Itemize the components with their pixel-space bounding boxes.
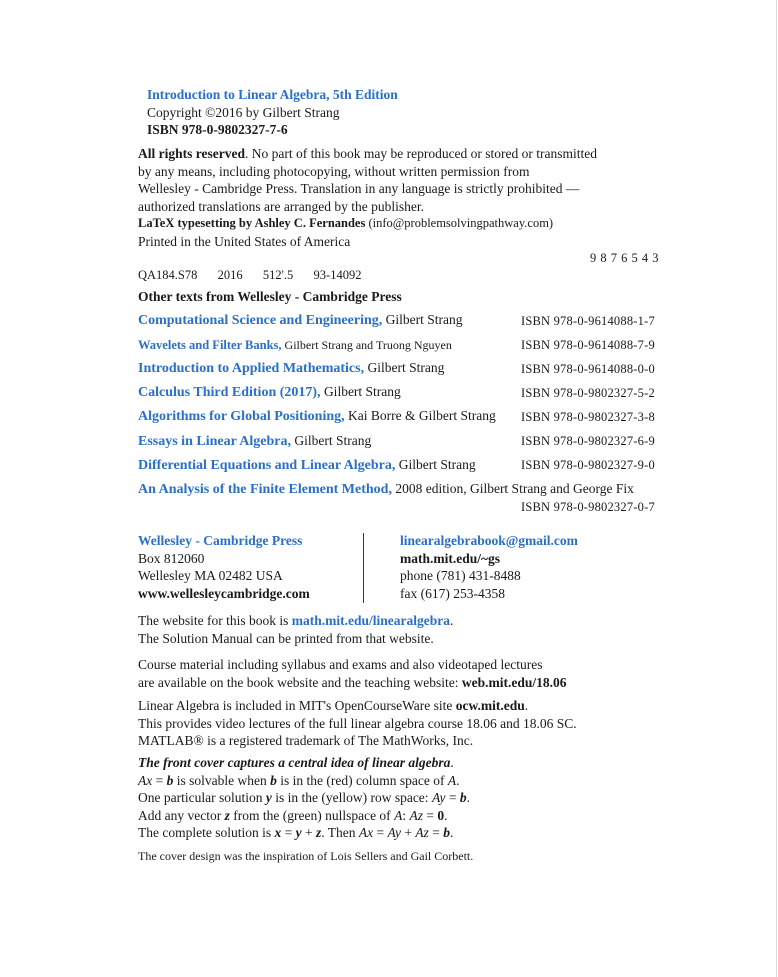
math-eq: =	[373, 825, 388, 840]
catalog-line	[138, 267, 361, 285]
matlab-trademark: MATLAB® is a registered trademark of The MathWorks, Inc.	[138, 733, 474, 748]
typesetting-line	[138, 215, 698, 233]
math-ax: Ax	[358, 825, 374, 840]
book-title-link[interactable]: Wavelets and Filter Banks,	[138, 338, 282, 352]
book-author: Gilbert Strang	[291, 433, 372, 448]
math-ay: Ay	[387, 825, 401, 840]
isbn-line: ISBN 978-0-9802327-7-6	[147, 122, 288, 137]
rights-line3: Wellesley - Cambridge Press. Translation in any language is strictly prohibited —	[138, 181, 580, 196]
math-plus: +	[401, 825, 416, 840]
math-ax: Ax	[138, 772, 153, 788]
publisher-box: Box 812060	[138, 550, 205, 566]
teaching-website-link[interactable]: web.mit.edu/18.06	[461, 674, 567, 690]
math-y: y	[295, 825, 302, 840]
math-ay: Ay	[431, 790, 446, 805]
course-line1: Course material including syllabus and exams and also videotaped lectures	[138, 657, 543, 672]
ocw-note	[138, 697, 577, 750]
rights-line1: . No part of this book may be reproduced or stored or transmitted	[244, 146, 598, 161]
math-b: b	[443, 825, 450, 840]
math-a: A	[447, 772, 457, 788]
printed-line: Printed in the United States of America	[138, 233, 351, 249]
cover-text: .	[466, 790, 470, 805]
cover-text: .	[450, 825, 454, 840]
book-website-link[interactable]: math.mit.edu/linearalgebra	[291, 613, 450, 628]
math-eq: =	[428, 825, 444, 840]
rights-paragraph	[138, 145, 698, 250]
book-author: Gilbert Strang	[364, 360, 445, 375]
cover-note	[138, 754, 470, 842]
book-author: Gilbert Strang and Truong Nguyen	[281, 338, 452, 352]
print-numbers: 9 8 7 6 5 4 3	[590, 251, 659, 265]
book-title-link[interactable]: An Analysis of the Finite Element Method,	[138, 482, 392, 497]
book-row	[138, 336, 452, 355]
contact-fax: fax (617) 253-4358	[400, 585, 505, 601]
cover-text: Add any vector	[138, 807, 225, 823]
catalog-year: 2016	[217, 268, 243, 282]
cover-text: The complete solution is	[138, 825, 275, 840]
math-zero: 0	[437, 807, 445, 823]
ocw-line2: This provides video lectures of the full linear algebra course 18.06 and 18.06 SC.	[138, 715, 577, 731]
rights-line4: authorized translations are arranged by the publisher.	[138, 198, 425, 214]
cover-text: . Then	[321, 825, 359, 840]
book-row	[138, 359, 444, 378]
lccn: 93-14092	[313, 268, 362, 282]
math-eq: =	[281, 825, 296, 840]
ocw-line1: Linear Algebra is included in MIT's OpenCourseWare site	[138, 698, 456, 713]
cover-line2	[138, 789, 470, 807]
cover-heading: The front cover captures a central idea of linear algebra	[138, 755, 451, 770]
book-isbn: ISBN 978-0-9802327-0-7	[521, 500, 655, 514]
book-isbn: ISBN 978-0-9614088-7-9	[521, 338, 655, 352]
page-edge	[776, 0, 777, 977]
book-title-link[interactable]: Calculus Third Edition (2017),	[138, 385, 321, 400]
math-y: y	[265, 790, 272, 805]
rights-line2: by any means, including photocopying, without written permission from	[138, 163, 530, 179]
book-title-link[interactable]: Algorithms for Global Positioning,	[138, 409, 345, 424]
publisher-website[interactable]: www.wellesleycambridge.com	[138, 585, 310, 601]
website-note-period: .	[449, 613, 454, 628]
cover-text: :	[402, 807, 410, 823]
cover-text: .	[456, 772, 460, 788]
math-eq: =	[445, 790, 460, 805]
ocw-period: .	[524, 698, 529, 713]
book-isbn: ISBN 978-0-9614088-1-7	[521, 314, 655, 328]
book-author: 2008 edition, Gilbert Strang and George Fix	[391, 481, 634, 496]
publisher-name[interactable]: Wellesley - Cambridge Press	[138, 533, 303, 548]
math-a: A	[394, 807, 403, 823]
latex-logo: LaTeX	[138, 216, 175, 230]
cover-text: from the (green) nullspace of	[229, 807, 395, 823]
math-b: b	[270, 772, 277, 788]
book-isbn: ISBN 978-0-9802327-6-9	[521, 434, 655, 448]
course-line2: are available on the book website and the teaching website:	[138, 674, 462, 690]
cover-design-credit: The cover design was the inspiration of Lois Sellers and Gail Corbett.	[138, 849, 474, 863]
copyright-line: Copyright ©2016 by Gilbert Strang	[147, 104, 340, 120]
math-az: Az	[409, 807, 423, 823]
cover-line3	[138, 807, 470, 825]
cover-text: is solvable when	[173, 772, 271, 788]
cover-line1	[138, 772, 470, 790]
book-author: Gilbert Strang	[382, 312, 463, 327]
typesetter: typesetting by Ashley C. Fernandes	[174, 216, 366, 230]
dewey-number: 512'.5	[262, 268, 294, 282]
website-note	[138, 612, 453, 647]
math-z: z	[315, 825, 322, 840]
book-row	[138, 480, 634, 499]
cover-line4	[138, 824, 470, 842]
book-title-link[interactable]: Differential Equations and Linear Algebra,	[138, 458, 396, 473]
math-eq: =	[152, 772, 167, 788]
book-isbn: ISBN 978-0-9802327-9-0	[521, 458, 655, 472]
book-isbn: ISBN 978-0-9802327-3-8	[521, 410, 655, 424]
contact-url[interactable]: math.mit.edu/~gs	[400, 550, 501, 566]
solution-manual-line: The Solution Manual can be printed from that website.	[138, 630, 434, 646]
cover-heading-period: .	[450, 755, 454, 770]
cover-text: is in the (yellow) row space:	[271, 790, 432, 805]
book-row	[138, 432, 371, 451]
contact-right	[400, 532, 578, 602]
typesetter-email: (info@problemsolvingpathway.com)	[365, 216, 554, 230]
publisher-city: Wellesley MA 02482 USA	[138, 568, 283, 583]
cover-text: One particular solution	[138, 790, 266, 805]
book-row	[138, 456, 476, 475]
math-z: z	[224, 807, 230, 823]
rights-bold: All rights reserved	[138, 146, 245, 161]
website-note-text: The website for this book is	[138, 613, 292, 628]
book-isbn: ISBN 978-0-9614088-0-0	[521, 362, 655, 376]
other-texts-heading: Other texts from Wellesley - Cambridge Press	[138, 289, 402, 304]
book-author: Gilbert Strang	[395, 457, 476, 472]
math-b: b	[459, 790, 467, 805]
contact-email[interactable]: linearalgebrabook@gmail.com	[400, 533, 578, 548]
book-title-link[interactable]: Introduction to Applied Mathematics,	[138, 361, 365, 376]
book-isbn: ISBN 978-0-9802327-5-2	[521, 386, 655, 400]
math-b: b	[166, 772, 174, 788]
math-eq: =	[422, 807, 438, 823]
cover-text: is in the (red) column space of	[276, 772, 448, 788]
contact-phone: phone (781) 431-8488	[400, 568, 521, 583]
math-az: Az	[415, 825, 429, 840]
contact-divider	[363, 533, 364, 603]
book-author: Kai Borre & Gilbert Strang	[344, 408, 496, 423]
cover-text: .	[444, 807, 448, 823]
call-number: QA184.S78	[138, 268, 198, 282]
math-plus: +	[301, 825, 316, 840]
book-title: Introduction to Linear Algebra, 5th Edition	[147, 87, 398, 102]
ocw-link[interactable]: ocw.mit.edu	[455, 698, 525, 713]
book-row	[138, 383, 401, 402]
book-row	[138, 407, 496, 426]
math-x: x	[274, 825, 282, 840]
book-author: Gilbert Strang	[320, 384, 401, 399]
book-row	[138, 311, 463, 330]
book-title-link[interactable]: Computational Science and Engineering,	[138, 313, 383, 328]
contact-left	[138, 532, 310, 602]
title-block	[147, 86, 398, 139]
book-title-link[interactable]: Essays in Linear Algebra,	[138, 434, 291, 449]
course-note	[138, 656, 567, 691]
